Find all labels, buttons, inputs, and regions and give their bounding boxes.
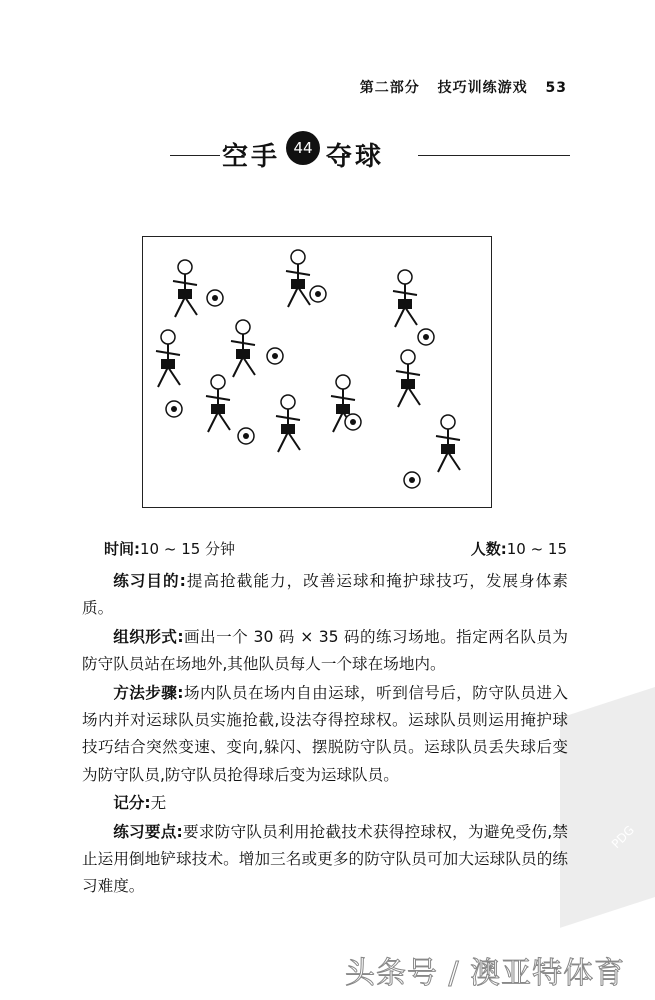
paragraph-organization bbox=[82, 624, 568, 679]
players-value: 10 ~ 15 bbox=[506, 540, 567, 558]
paragraph-label: 组织形式: bbox=[113, 627, 184, 646]
soccer-ball bbox=[207, 290, 223, 306]
title-rule-left bbox=[170, 155, 220, 156]
player-figure bbox=[173, 260, 197, 317]
paragraph-text: 要求防守队员利用抢截技术获得控球权，为避免受伤,禁止运用倒地铲球技术。增加三名或更多的防守队员可加大运球队员的练习难度。 bbox=[82, 822, 568, 896]
soccer-illustration bbox=[142, 236, 492, 508]
paragraph-text: 提高抢截能力，改善运球和掩护球技巧，发展身体素质。 bbox=[82, 572, 568, 618]
time-value: 10 ~ 15 分钟 bbox=[140, 540, 236, 558]
page-number: 53 bbox=[545, 80, 567, 96]
paragraph-text: 无 bbox=[150, 794, 167, 813]
paragraph-label: 练习要点: bbox=[113, 822, 183, 841]
time-info bbox=[104, 538, 235, 559]
soccer-ball bbox=[238, 428, 254, 444]
paragraph-scoring bbox=[82, 790, 568, 817]
player-figure bbox=[156, 330, 180, 387]
soccer-ball bbox=[345, 414, 361, 430]
title-right: 夺球 bbox=[326, 142, 385, 172]
title-left: 空手 bbox=[222, 142, 281, 172]
paragraph-label: 练习目的: bbox=[113, 572, 186, 590]
title-rule-right bbox=[418, 155, 570, 156]
player-figure bbox=[206, 375, 230, 432]
paragraph-key-points bbox=[82, 819, 568, 901]
running-header bbox=[348, 77, 567, 97]
players-label: 人数: bbox=[470, 540, 507, 558]
time-label: 时间: bbox=[104, 540, 140, 558]
paragraph-label: 记分: bbox=[113, 794, 151, 813]
stamp-text: PDG bbox=[608, 822, 637, 852]
players-info bbox=[471, 538, 567, 559]
players-drawing bbox=[143, 237, 490, 506]
soccer-ball bbox=[310, 286, 326, 302]
paragraph-purpose bbox=[82, 568, 568, 623]
soccer-ball bbox=[267, 348, 283, 364]
stamp-watermark bbox=[560, 682, 655, 928]
paragraph-method bbox=[82, 680, 568, 790]
soccer-ball bbox=[166, 401, 182, 417]
body-text bbox=[82, 568, 568, 902]
header-section: 技巧训练游戏 bbox=[437, 80, 528, 96]
player-figure bbox=[396, 350, 420, 407]
soccer-ball bbox=[404, 472, 420, 488]
player-figure bbox=[393, 270, 417, 327]
header-part: 第二部分 bbox=[359, 80, 420, 96]
player-figure bbox=[231, 320, 255, 377]
game-number-badge: 44 bbox=[286, 131, 320, 165]
player-figure bbox=[276, 395, 300, 452]
game-meta bbox=[104, 538, 567, 559]
player-figure bbox=[286, 250, 310, 307]
paragraph-label: 方法步骤: bbox=[113, 683, 184, 702]
footer-watermark: 头条号 / 澳亚特体育 bbox=[345, 956, 626, 991]
paragraph-text: 场内队员在场内自由运球，听到信号后，防守队员进入场内并对运球队员实施抢截,设法夺得控球权。运球队员则运用掩护球技巧结合突然变速、变向,躲闪、摆脱防守队员。运球队员丢失球后变为防守队员,防守队员抢得球后变为运球队员。 bbox=[82, 683, 568, 784]
paragraph-text: 画出一个 30 码 × 35 码的练习场地。指定两名队员为防守队员站在场地外,其他队员每人一个球在场地内。 bbox=[82, 627, 568, 674]
page-title bbox=[222, 136, 384, 173]
player-figure bbox=[436, 415, 460, 472]
soccer-ball bbox=[418, 329, 434, 345]
